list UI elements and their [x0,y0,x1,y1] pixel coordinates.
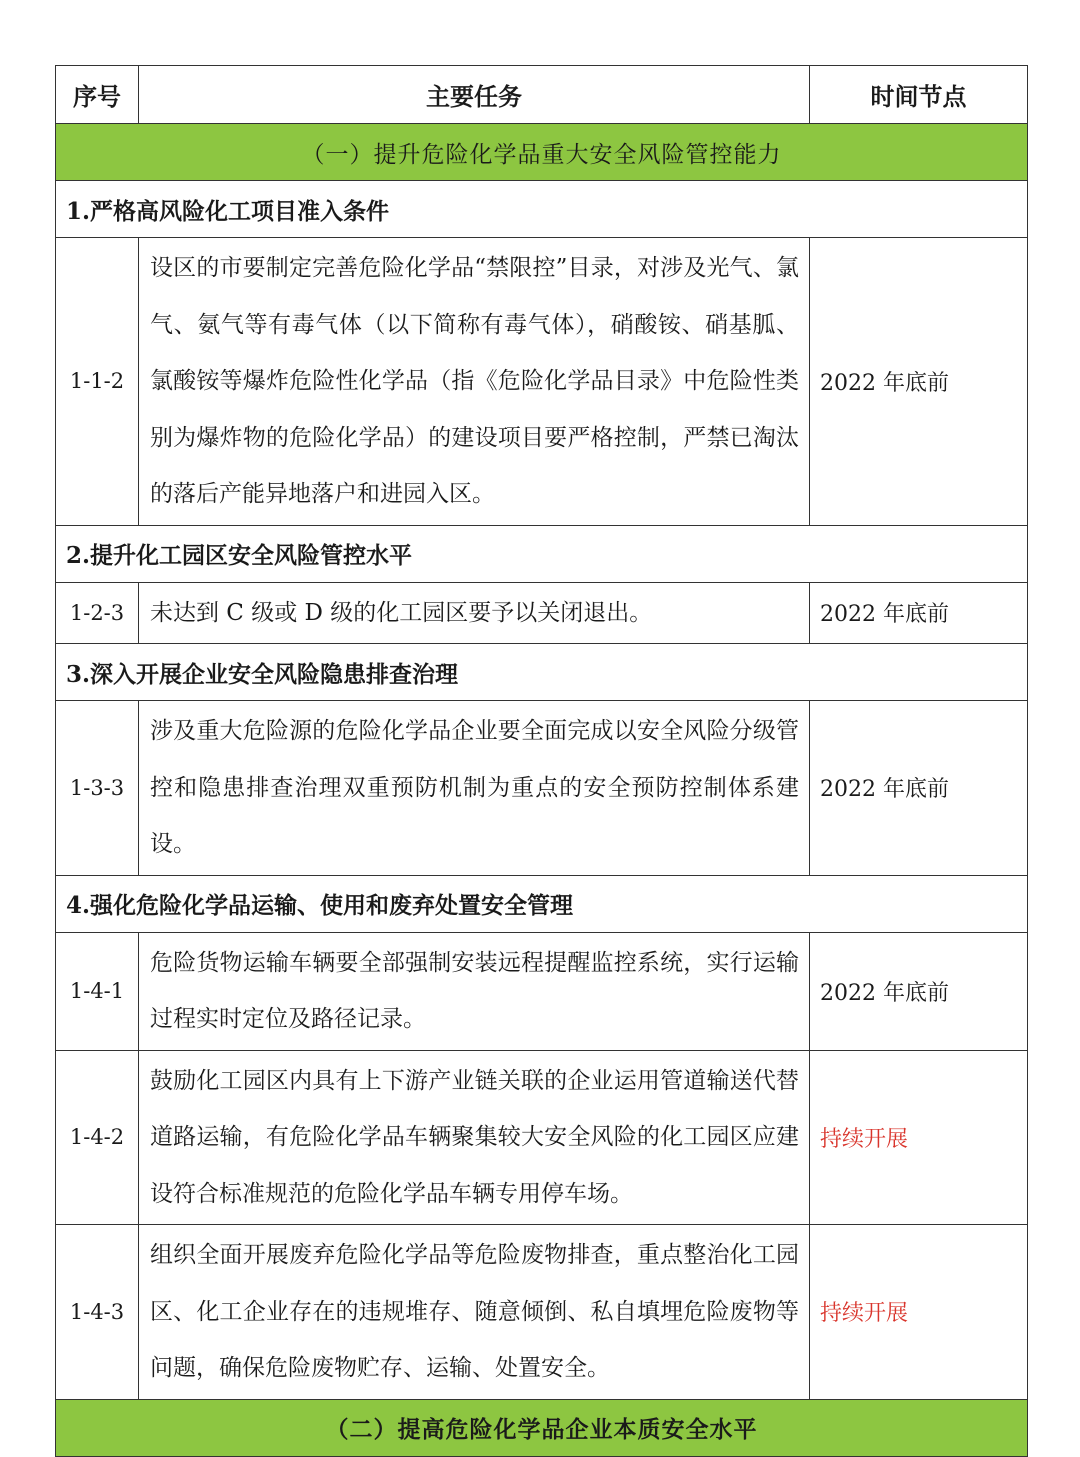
row-num: 1-1-2 [56,238,139,526]
table-row [56,932,1028,1050]
row-num: 1-2-3 [56,582,139,644]
row-task: 未达到 C 级或 D 级的化工园区要予以关闭退出。 [139,582,810,644]
category-title: 4.强化危险化学品运输、使用和废弃处置安全管理 [56,875,1028,932]
category-row [56,181,1028,238]
row-num: 1-3-3 [56,701,139,876]
table-row [56,238,1028,526]
row-time: 2022 年底前 [810,238,1028,526]
row-time: 2022 年底前 [810,932,1028,1050]
header-time: 时间节点 [810,66,1028,124]
task-table-page [55,65,1027,1457]
category-title: 1.严格高风险化工项目准入条件 [56,181,1028,238]
category-title: 2.提升化工园区安全风险管控水平 [56,525,1028,582]
table-row [56,1050,1028,1225]
row-num: 1-4-3 [56,1225,139,1400]
header-task: 主要任务 [139,66,810,124]
table-row [56,582,1028,644]
category-row [56,525,1028,582]
category-title: 3.深入开展企业安全风险隐患排查治理 [56,644,1028,701]
row-time-highlight: 持续开展 [810,1225,1028,1400]
row-task: 危险货物运输车辆要全部强制安装远程提醒监控系统，实行运输过程实时定位及路径记录。 [139,932,810,1050]
row-time: 2022 年底前 [810,701,1028,876]
row-num: 1-4-1 [56,932,139,1050]
table-header-row [56,66,1028,124]
row-num: 1-4-2 [56,1050,139,1225]
row-task: 设区的市要制定完善危险化学品“禁限控”目录，对涉及光气、氯气、氨气等有毒气体（以下简称有毒气体），硝酸铵、硝基胍、氯酸铵等爆炸危险性化学品（指《危险化学品目录》中危险性类别为爆炸物的危险化学品）的建设项目要严格控制，严禁已淘汰的落后产能异地落户和进园入区。 [139,238,810,526]
task-table [55,65,1028,1457]
category-row [56,644,1028,701]
header-num: 序号 [56,66,139,124]
section-row [56,1399,1028,1456]
category-row [56,875,1028,932]
row-task: 鼓励化工园区内具有上下游产业链关联的企业运用管道输送代替道路运输，有危险化学品车辆聚集较大安全风险的化工园区应建设符合标准规范的危险化学品车辆专用停车场。 [139,1050,810,1225]
table-row [56,1225,1028,1400]
table-row [56,701,1028,876]
row-task: 组织全面开展废弃危险化学品等危险废物排查，重点整治化工园区、化工企业存在的违规堆存、随意倾倒、私自填埋危险废物等问题，确保危险废物贮存、运输、处置安全。 [139,1225,810,1400]
section-title: （一）提升危险化学品重大安全风险管控能力 [56,124,1028,181]
section-row [56,124,1028,181]
section-title: （二）提高危险化学品企业本质安全水平 [56,1399,1028,1456]
row-time: 2022 年底前 [810,582,1028,644]
row-time-highlight: 持续开展 [810,1050,1028,1225]
row-task: 涉及重大危险源的危险化学品企业要全面完成以安全风险分级管控和隐患排查治理双重预防机制为重点的安全预防控制体系建设。 [139,701,810,876]
